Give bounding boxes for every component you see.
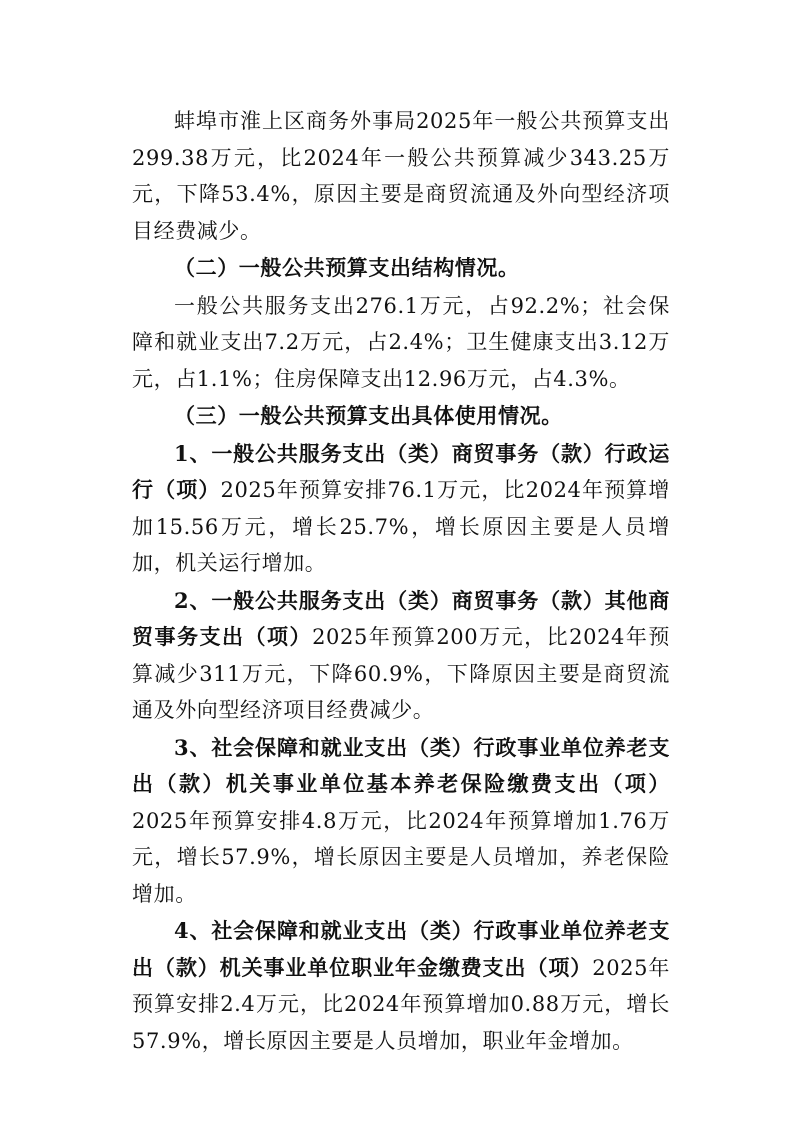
section-heading-structure [132,250,670,287]
summary-paragraph [132,103,670,249]
usage-item-4-text: 2025年预算安排2.4万元，比2024年预算增加0.88万元，增长57.9%，增长原因主要是人员增加，职业年金增加。 [132,955,670,1053]
structure-paragraph [132,288,670,398]
usage-item-1 [132,436,670,582]
usage-item-3-text: 2025年预算安排4.8万元，比2024年预算增加1.76万元，增长57.9%，增长原因主要是人员增加，养老保险增加。 [132,808,670,906]
section-heading-usage-text: （三）一般公共预算支出具体使用情况。 [174,403,563,428]
usage-item-1-title: 1、一般公共服务支出（类）商贸事务（款）行政运行（项） [132,440,670,502]
usage-item-4 [132,913,670,1059]
usage-item-3 [132,730,670,913]
usage-item-2-title: 2、一般公共服务支出（类）商贸事务（款）其他商贸事务支出（项） [132,587,670,649]
usage-item-1-text: 2025年预算安排76.1万元，比2024年预算增加15.56万元，增长25.7%，增长原因主要是人员增加，机关运行增加。 [132,478,670,575]
usage-item-2 [132,583,670,729]
structure-text: 一般公共服务支出276.1万元，占92.2%；社会保障和就业支出7.2万元，占2.4%；卫生健康支出3.12万元，占1.1%；住房保障支出12.96万元，占4.3%。 [132,293,670,391]
summary-text: 蚌埠市淮上区商务外事局2025年一般公共预算支出299.38万元，比2024年一般公共预算减少343.25万元，下降53.4%，原因主要是商贸流通及外向型经济项目经费减少。 [132,109,670,243]
usage-item-4-title: 4、社会保障和就业支出（类）行政事业单位养老支出（款）机关事业单位职业年金缴费支出（项） [132,918,670,980]
section-heading-usage [132,398,670,435]
document-body [132,103,670,1060]
section-heading-structure-text: （二）一般公共预算支出结构情况。 [174,255,520,280]
usage-item-2-text: 2025年预算200万元，比2024年预算减少311万元，下降60.9%，下降原因主要是商贸流通及外向型经济项目经费减少。 [132,625,670,722]
usage-item-3-title: 3、社会保障和就业支出（类）行政事业单位养老支出（款）机关事业单位基本养老保险缴费支出（项） [132,734,670,796]
